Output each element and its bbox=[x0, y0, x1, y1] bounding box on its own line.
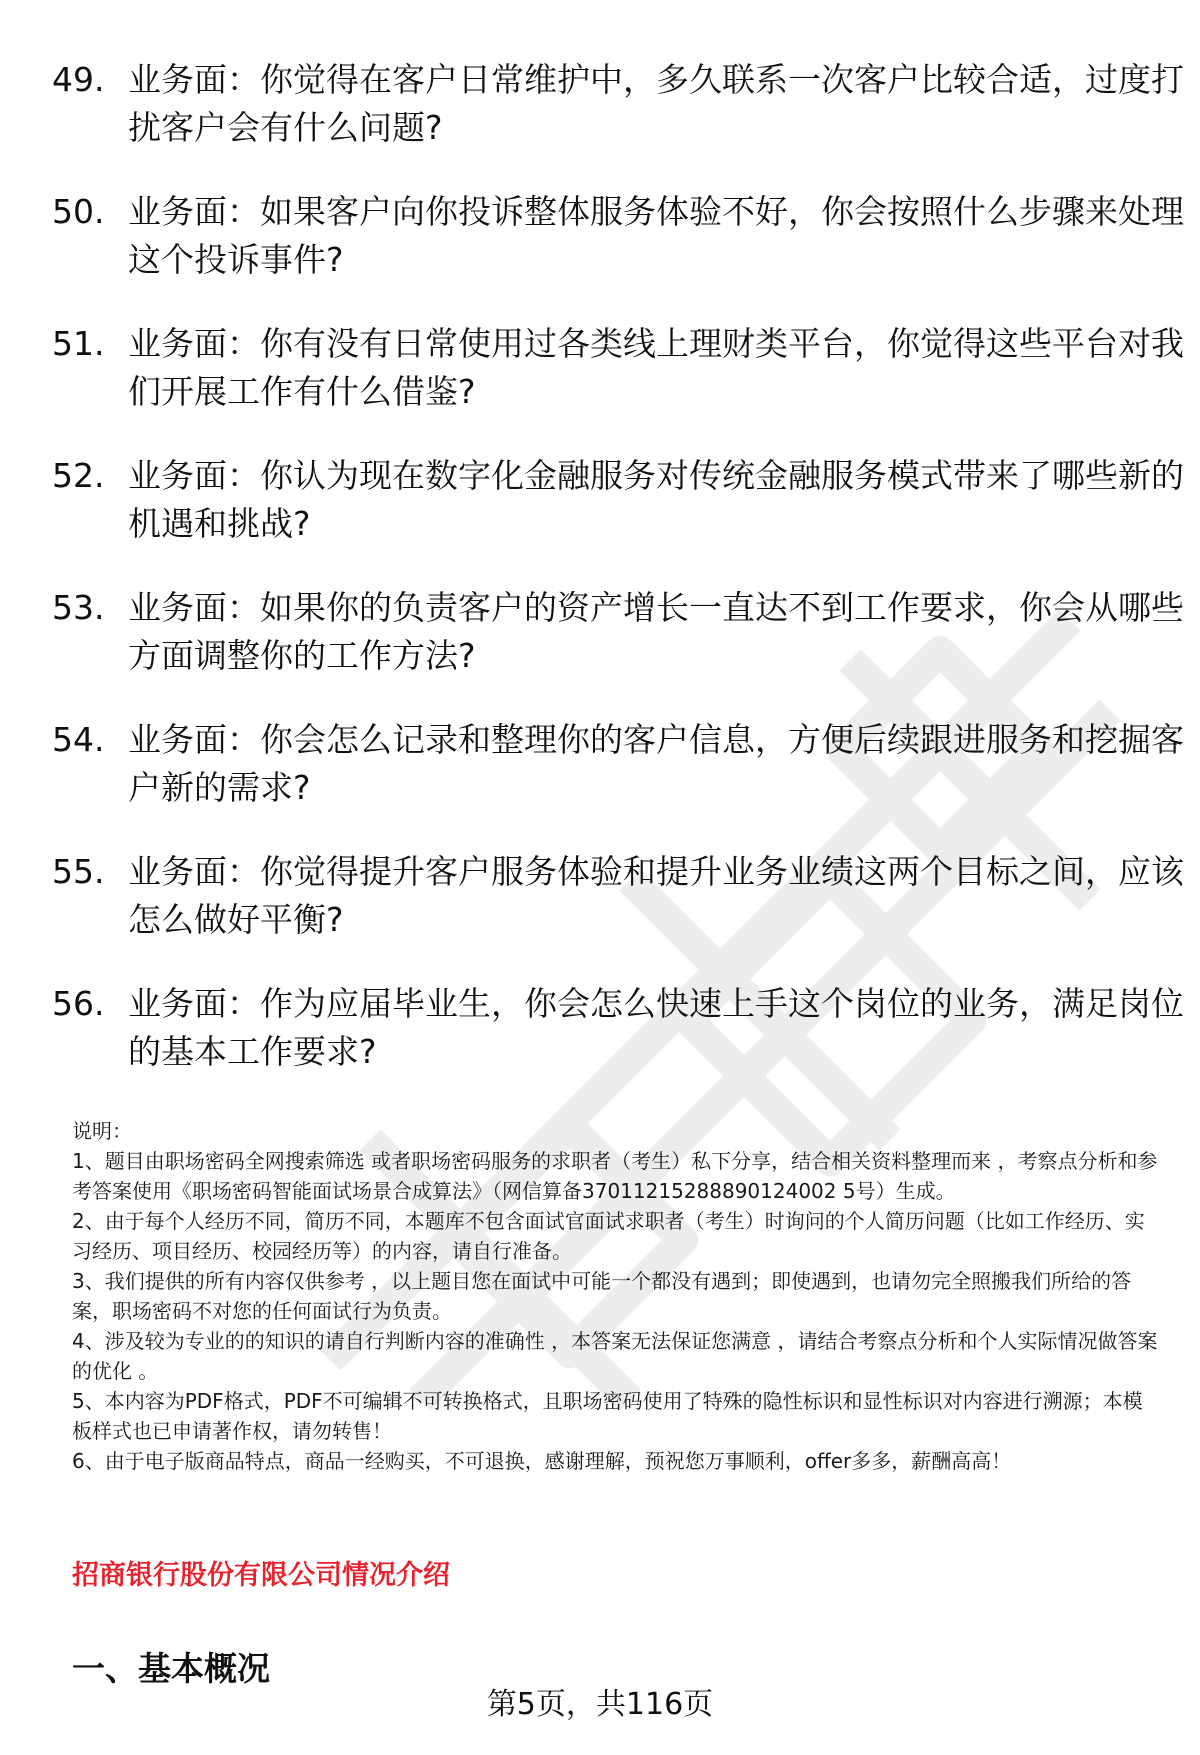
question-item bbox=[52, 584, 1184, 716]
question-number: 53. bbox=[52, 588, 105, 627]
notes-section bbox=[72, 1116, 1162, 1476]
question-list bbox=[52, 56, 1184, 1112]
question-item bbox=[52, 320, 1184, 452]
question-text: 业务面：你觉得提升客户服务体验和提升业务业绩这两个目标之间，应该怎么做好平衡? bbox=[128, 852, 1184, 939]
question-number: 54. bbox=[52, 720, 105, 759]
question-item bbox=[52, 848, 1184, 980]
note-item: 4、涉及较为专业的的知识的请自行判断内容的准确性 ，本答案无法保证您满意 ，请结合考察点分析和个人实际情况做答案的优化 。 bbox=[72, 1329, 1158, 1383]
question-item bbox=[52, 716, 1184, 848]
page-footer: 第5页，共116页 bbox=[486, 1687, 714, 1722]
question-text: 业务面：如果你的负责客户的资产增长一直达不到工作要求，你会从哪些方面调整你的工作方法? bbox=[128, 588, 1184, 675]
note-item: 2、由于每个人经历不同，简历不同，本题库不包含面试官面试求职者（考生）时询问的个人简历问题（比如工作经历、实习经历、项目经历、校园经历等）的内容，请自行准备。 bbox=[72, 1209, 1145, 1263]
notes-heading: 说明： bbox=[72, 1119, 132, 1143]
question-item bbox=[52, 452, 1184, 584]
note-item: 5、本内容为PDF格式，PDF不可编辑不可转换格式，且职场密码使用了特殊的隐性标识和显性标识对内容进行溯源；本模板样式也已申请著作权，请勿转售！ bbox=[72, 1389, 1143, 1443]
note-item: 6、由于电子版商品特点，商品一经购买，不可退换，感谢理解，预祝您万事顺利，offer多多，薪酬高高！ bbox=[72, 1449, 1012, 1473]
note-item: 3、我们提供的所有内容仅供参考 ，以上题目您在面试中可能一个都没有遇到；即使遇到，也请勿完全照搬我们所给的答案，职场密码不对您的任何面试行为负责。 bbox=[72, 1269, 1132, 1323]
question-text: 业务面：你觉得在客户日常维护中，多久联系一次客户比较合适，过度打扰客户会有什么问题? bbox=[128, 60, 1184, 147]
question-item bbox=[52, 980, 1184, 1112]
question-number: 56. bbox=[52, 984, 105, 1023]
question-number: 52. bbox=[52, 456, 105, 495]
question-number: 50. bbox=[52, 192, 105, 231]
question-text: 业务面：你会怎么记录和整理你的客户信息，方便后续跟进服务和挖掘客户新的需求? bbox=[128, 720, 1184, 807]
question-text: 业务面：作为应届毕业生，你会怎么快速上手这个岗位的业务，满足岗位的基本工作要求? bbox=[128, 984, 1184, 1071]
question-text: 业务面：你认为现在数字化金融服务对传统金融服务模式带来了哪些新的机遇和挑战? bbox=[128, 456, 1184, 543]
question-text: 业务面：如果客户向你投诉整体服务体验不好，你会按照什么步骤来处理这个投诉事件? bbox=[128, 192, 1184, 279]
question-number: 55. bbox=[52, 852, 105, 891]
question-text: 业务面：你有没有日常使用过各类线上理财类平台，你觉得这些平台对我们开展工作有什么借鉴? bbox=[128, 324, 1184, 411]
question-number: 51. bbox=[52, 324, 105, 363]
question-item bbox=[52, 56, 1184, 188]
question-number: 49. bbox=[52, 60, 105, 99]
section-title: 一、基本概况 bbox=[72, 1649, 270, 1688]
company-title: 招商银行股份有限公司情况介绍 bbox=[72, 1560, 450, 1591]
question-item bbox=[52, 188, 1184, 320]
note-item: 1、题目由职场密码全网搜索筛选 或者职场密码服务的求职者（考生）私下分享，结合相关资料整理而来 ，考察点分析和参考答案使用《职场密码智能面试场景合成算法》（网信算备37011215288890124002 5号）生成。 bbox=[72, 1149, 1158, 1203]
